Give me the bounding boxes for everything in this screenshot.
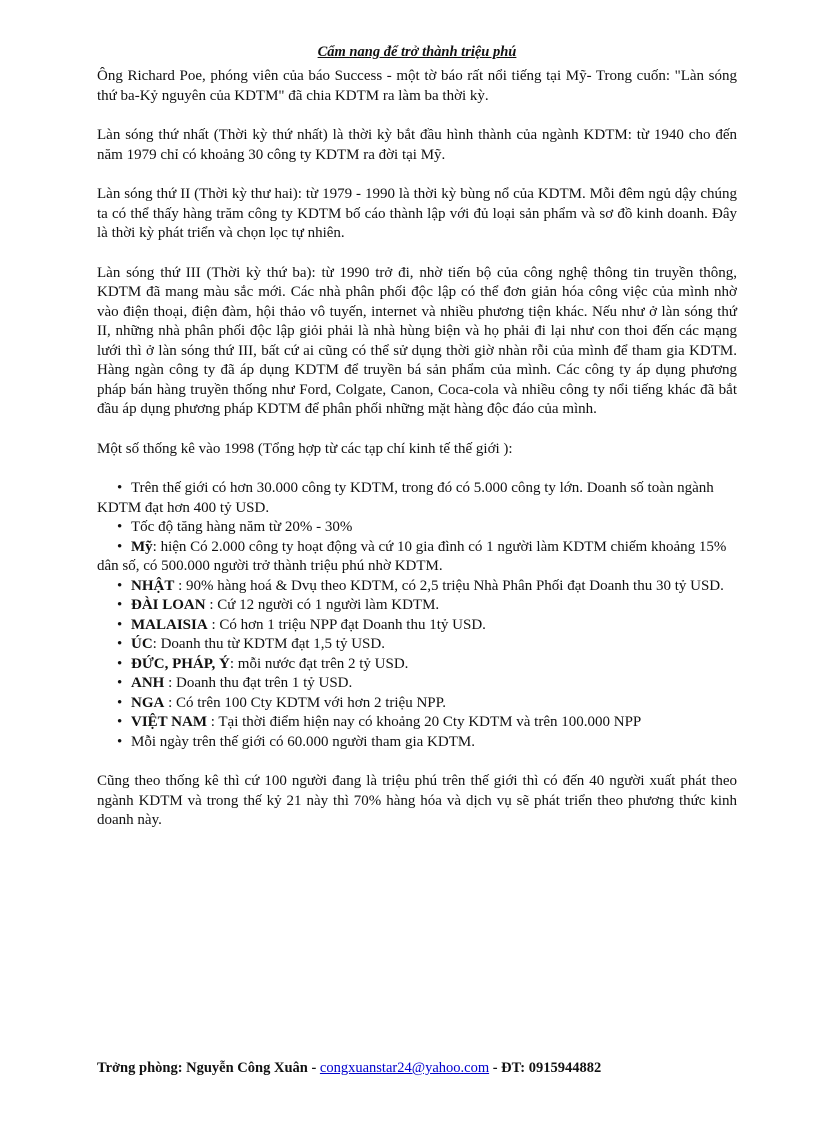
list-item: • ANH : Doanh thu đạt trên 1 tỷ USD. — [97, 674, 737, 694]
document-footer — [97, 1060, 737, 1077]
bullet-icon: • — [117, 694, 123, 711]
bullet-icon: • — [117, 733, 123, 750]
list-item: • MALAISIA : Có hơn 1 triệu NPP đạt Doanh thu 1tỷ USD. — [97, 616, 737, 636]
bullet-icon: • — [117, 480, 123, 496]
bullet-icon: • — [117, 655, 123, 672]
list-item: • ĐÀI LOAN : Cứ 12 người có 1 người làm KDTM. — [97, 596, 737, 616]
wave-one-paragraph: Làn sóng thứ nhất (Thời kỳ thứ nhất) là thời kỳ bắt đầu hình thành của ngành KDTM: từ 1940 cho đến năm 1979 chỉ có khoảng 30 công ty KDTM ra đời tại Mỹ. — [97, 127, 737, 163]
document-page — [97, 44, 737, 851]
list-item: • ÚC: Doanh thu từ KDTM đạt 1,5 tỷ USD. — [97, 635, 737, 655]
bullet-icon: • — [117, 616, 123, 633]
footer-email-link[interactable]: congxuanstar24@yahoo.com — [319, 1060, 490, 1076]
list-item: • Tốc độ tăng hàng năm từ 20% - 30% — [97, 518, 737, 538]
list-item: • Trên thế giới có hơn 30.000 công ty KDTM, trong đó có 5.000 công ty lớn. Doanh số toàn ngành KDTM đạt hơn 400 tỷ USD. — [97, 480, 714, 516]
list-item: • NGA : Có trên 100 Cty KDTM với hơn 2 triệu NPP. — [97, 694, 737, 714]
intro-paragraph: Ông Richard Poe, phóng viên của báo Success - một tờ báo rất nổi tiếng tại Mỹ- Trong cuốn: "Làn sóng thứ ba-Kỷ nguyên của KDTM" đã chia KDTM ra làm ba thời kỳ. — [97, 68, 737, 104]
list-item: • ĐỨC, PHÁP, Ý: mỗi nước đạt trên 2 tỷ USD. — [97, 655, 737, 675]
list-item: • Mỹ: hiện Có 2.000 công ty hoạt động và cứ 10 gia đình có 1 người làm KDTM chiếm khoảng 15% dân số, có 500.000 người trở thành triệu phú nhờ KDTM. — [97, 538, 727, 574]
closing-paragraph: Cũng theo thống kê thì cứ 100 người đang là triệu phú trên thế giới thì có đến 40 người xuất phát theo ngành KDTM và trong thế kỷ 21 này thì 70% hàng hóa và dịch vụ sẽ phát triển theo phương thức kinh doanh này. — [97, 773, 737, 828]
list-item: • VIỆT NAM : Tại thời điểm hiện nay có khoảng 20 Cty KDTM và trên 100.000 NPP — [97, 713, 737, 733]
bullet-icon: • — [117, 714, 123, 730]
bullet-icon: • — [117, 675, 123, 691]
bullet-icon: • — [117, 577, 123, 594]
bullet-icon: • — [117, 597, 123, 613]
stats-list — [97, 479, 737, 752]
document-title: Cẩm nang để trở thành triệu phú — [317, 44, 517, 60]
bullet-icon: • — [117, 519, 123, 535]
footer-contact-label: Trởng phòng: Nguyễn Công Xuân - — [97, 1060, 320, 1076]
bullet-icon: • — [117, 538, 123, 555]
bullet-icon: • — [117, 636, 123, 652]
list-item: • NHẬT : 90% hàng hoá & Dvụ theo KDTM, có 2,5 triệu Nhà Phân Phối đạt Doanh thu 30 tỷ USD. — [97, 577, 737, 597]
list-item: • Mỗi ngày trên thế giới có 60.000 người tham gia KDTM. — [97, 733, 737, 753]
footer-phone: - ĐT: 0915944882 — [489, 1060, 602, 1076]
stats-intro-paragraph: Một số thống kê vào 1998 (Tổng hợp từ các tạp chí kinh tế thế giới ): — [97, 440, 513, 457]
wave-three-paragraph: Làn sóng thứ III (Thời kỳ thứ ba): từ 1990 trở đi, nhờ tiến bộ của công nghệ thông tin truyền thông, KDTM đã mang màu sắc mới. Các nhà phân phối độc lập có thể đơn giản hóa công việc của mình nhờ vào điện thoại, điện đàm, hội thảo vô tuyến, internet và nhiều phương tiện khác. Nếu như ở làn sóng thứ II, những nhà phân phối độc lập giỏi phải là nhà hùng biện và họ phải đi lại như con thoi đến các mạng lưới thì ở làn sóng thứ III, bất cứ ai cũng có thể sử dụng thời giờ nhàn rỗi của mình để tham gia KDTM. Hàng ngàn công ty đã áp dụng KDTM để truyền bá sản phẩm của mình. Các công ty áp dụng phương pháp bán hàng truyền thống như Ford, Colgate, Canon, Coca-cola và nhiều công ty nổi tiếng khác đã bắt đầu áp dụng phương pháp KDTM để phân phối những mặt hàng độc đáo của mình. — [97, 264, 737, 417]
wave-two-paragraph: Làn sóng thứ II (Thời kỳ thư hai): từ 1979 - 1990 là thời kỳ bùng nổ của KDTM. Mỗi đêm ngủ dậy chúng ta có thể thấy hàng trăm công ty KDTM bố cáo thành lập với đủ loại sản phẩm và sơ đồ kinh doanh. Đây là thời kỳ phát triển và chọn lọc tự nhiên. — [97, 186, 737, 241]
